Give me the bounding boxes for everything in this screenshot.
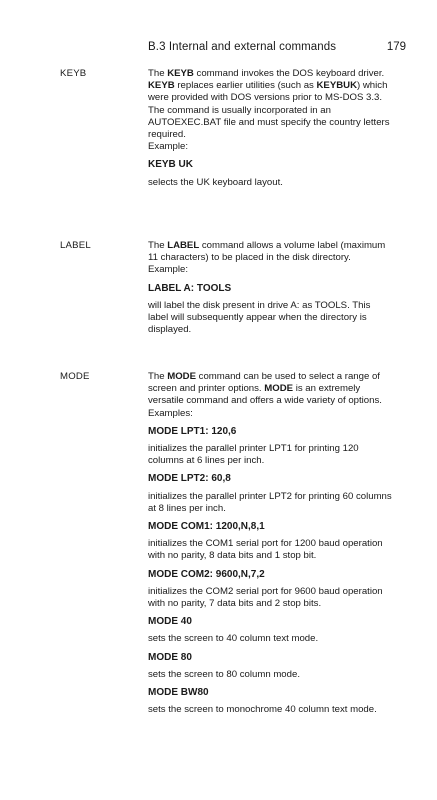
example-command: MODE 40: [148, 616, 192, 628]
example-command: MODE BW80: [148, 687, 209, 699]
command-term: MODE: [60, 371, 90, 382]
example-description: initializes the parallel printer LPT1 for printing 120 columns at 6 lines per inch.: [148, 443, 359, 467]
example-command: MODE COM2: 9600,N,7,2: [148, 568, 265, 580]
example-command: LABEL A: TOOLS: [148, 282, 232, 294]
example-command: KEYB UK: [148, 159, 194, 171]
description-paragraph: Example:: [148, 264, 188, 276]
command-body: [148, 240, 393, 336]
description-paragraph: Examples:: [148, 407, 193, 419]
running-header: [148, 41, 406, 53]
description-paragraph: The MODE command can be used to select a range of screen and printer options. MODE is an extremely versatile command and offers a wide variety of options.: [148, 371, 382, 407]
command-keyword: LABEL: [167, 240, 200, 251]
example-description: initializes the COM1 serial port for 1200 baud operation with no parity, 8 data bits and 1 stop bit.: [148, 538, 383, 562]
example-description: selects the UK keyboard layout.: [148, 176, 283, 188]
example-command: MODE LPT1: 120,6: [148, 425, 237, 437]
command-keyword: MODE: [264, 383, 294, 395]
description-paragraph: Example:: [148, 141, 188, 153]
example-command: MODE 80: [148, 651, 192, 663]
example-description: initializes the parallel printer LPT2 for printing 60 columns at 8 lines per inch.: [148, 490, 392, 514]
section-title: B.3 Internal and external commands: [148, 41, 337, 53]
example-command: MODE COM1: 1200,N,8,1: [148, 521, 265, 533]
command-term: KEYB: [60, 68, 87, 79]
command-keyword: KEYB: [148, 80, 175, 92]
page-number: 179: [386, 41, 406, 53]
example-description: initializes the COM2 serial port for 9600 baud operation with no parity, 7 data bits and 2 stop bits.: [148, 585, 383, 610]
description-paragraph: The KEYB command invokes the DOS keyboard driver. KEYB replaces earlier utilities (such as KEYBUK) which were provided with DOS versions prior to MS-DOS 3.3. The command is usually incorporated in an AUTOEXEC.BAT file and must specify the country letters required.: [148, 68, 390, 141]
example-description: sets the screen to 40 column text mode.: [148, 633, 319, 645]
command-body: [148, 68, 393, 189]
example-command: MODE LPT2: 60,8: [148, 473, 231, 485]
command-keyword: KEYBUK: [316, 80, 358, 92]
example-description: will label the disk present in drive A: as TOOLS. This label will subsequently appear when the directory is displayed.: [148, 299, 371, 336]
command-term: LABEL: [60, 240, 91, 251]
description-paragraph: The LABEL command allows a volume label (maximum 11 characters) to be placed in the disk directory.: [148, 240, 386, 264]
command-keyword: KEYB: [167, 68, 194, 79]
command-keyword: MODE: [167, 371, 196, 382]
command-body: [148, 371, 393, 716]
example-description: sets the screen to 80 column mode.: [148, 668, 300, 680]
example-description: sets the screen to monochrome 40 column text mode.: [148, 704, 377, 716]
